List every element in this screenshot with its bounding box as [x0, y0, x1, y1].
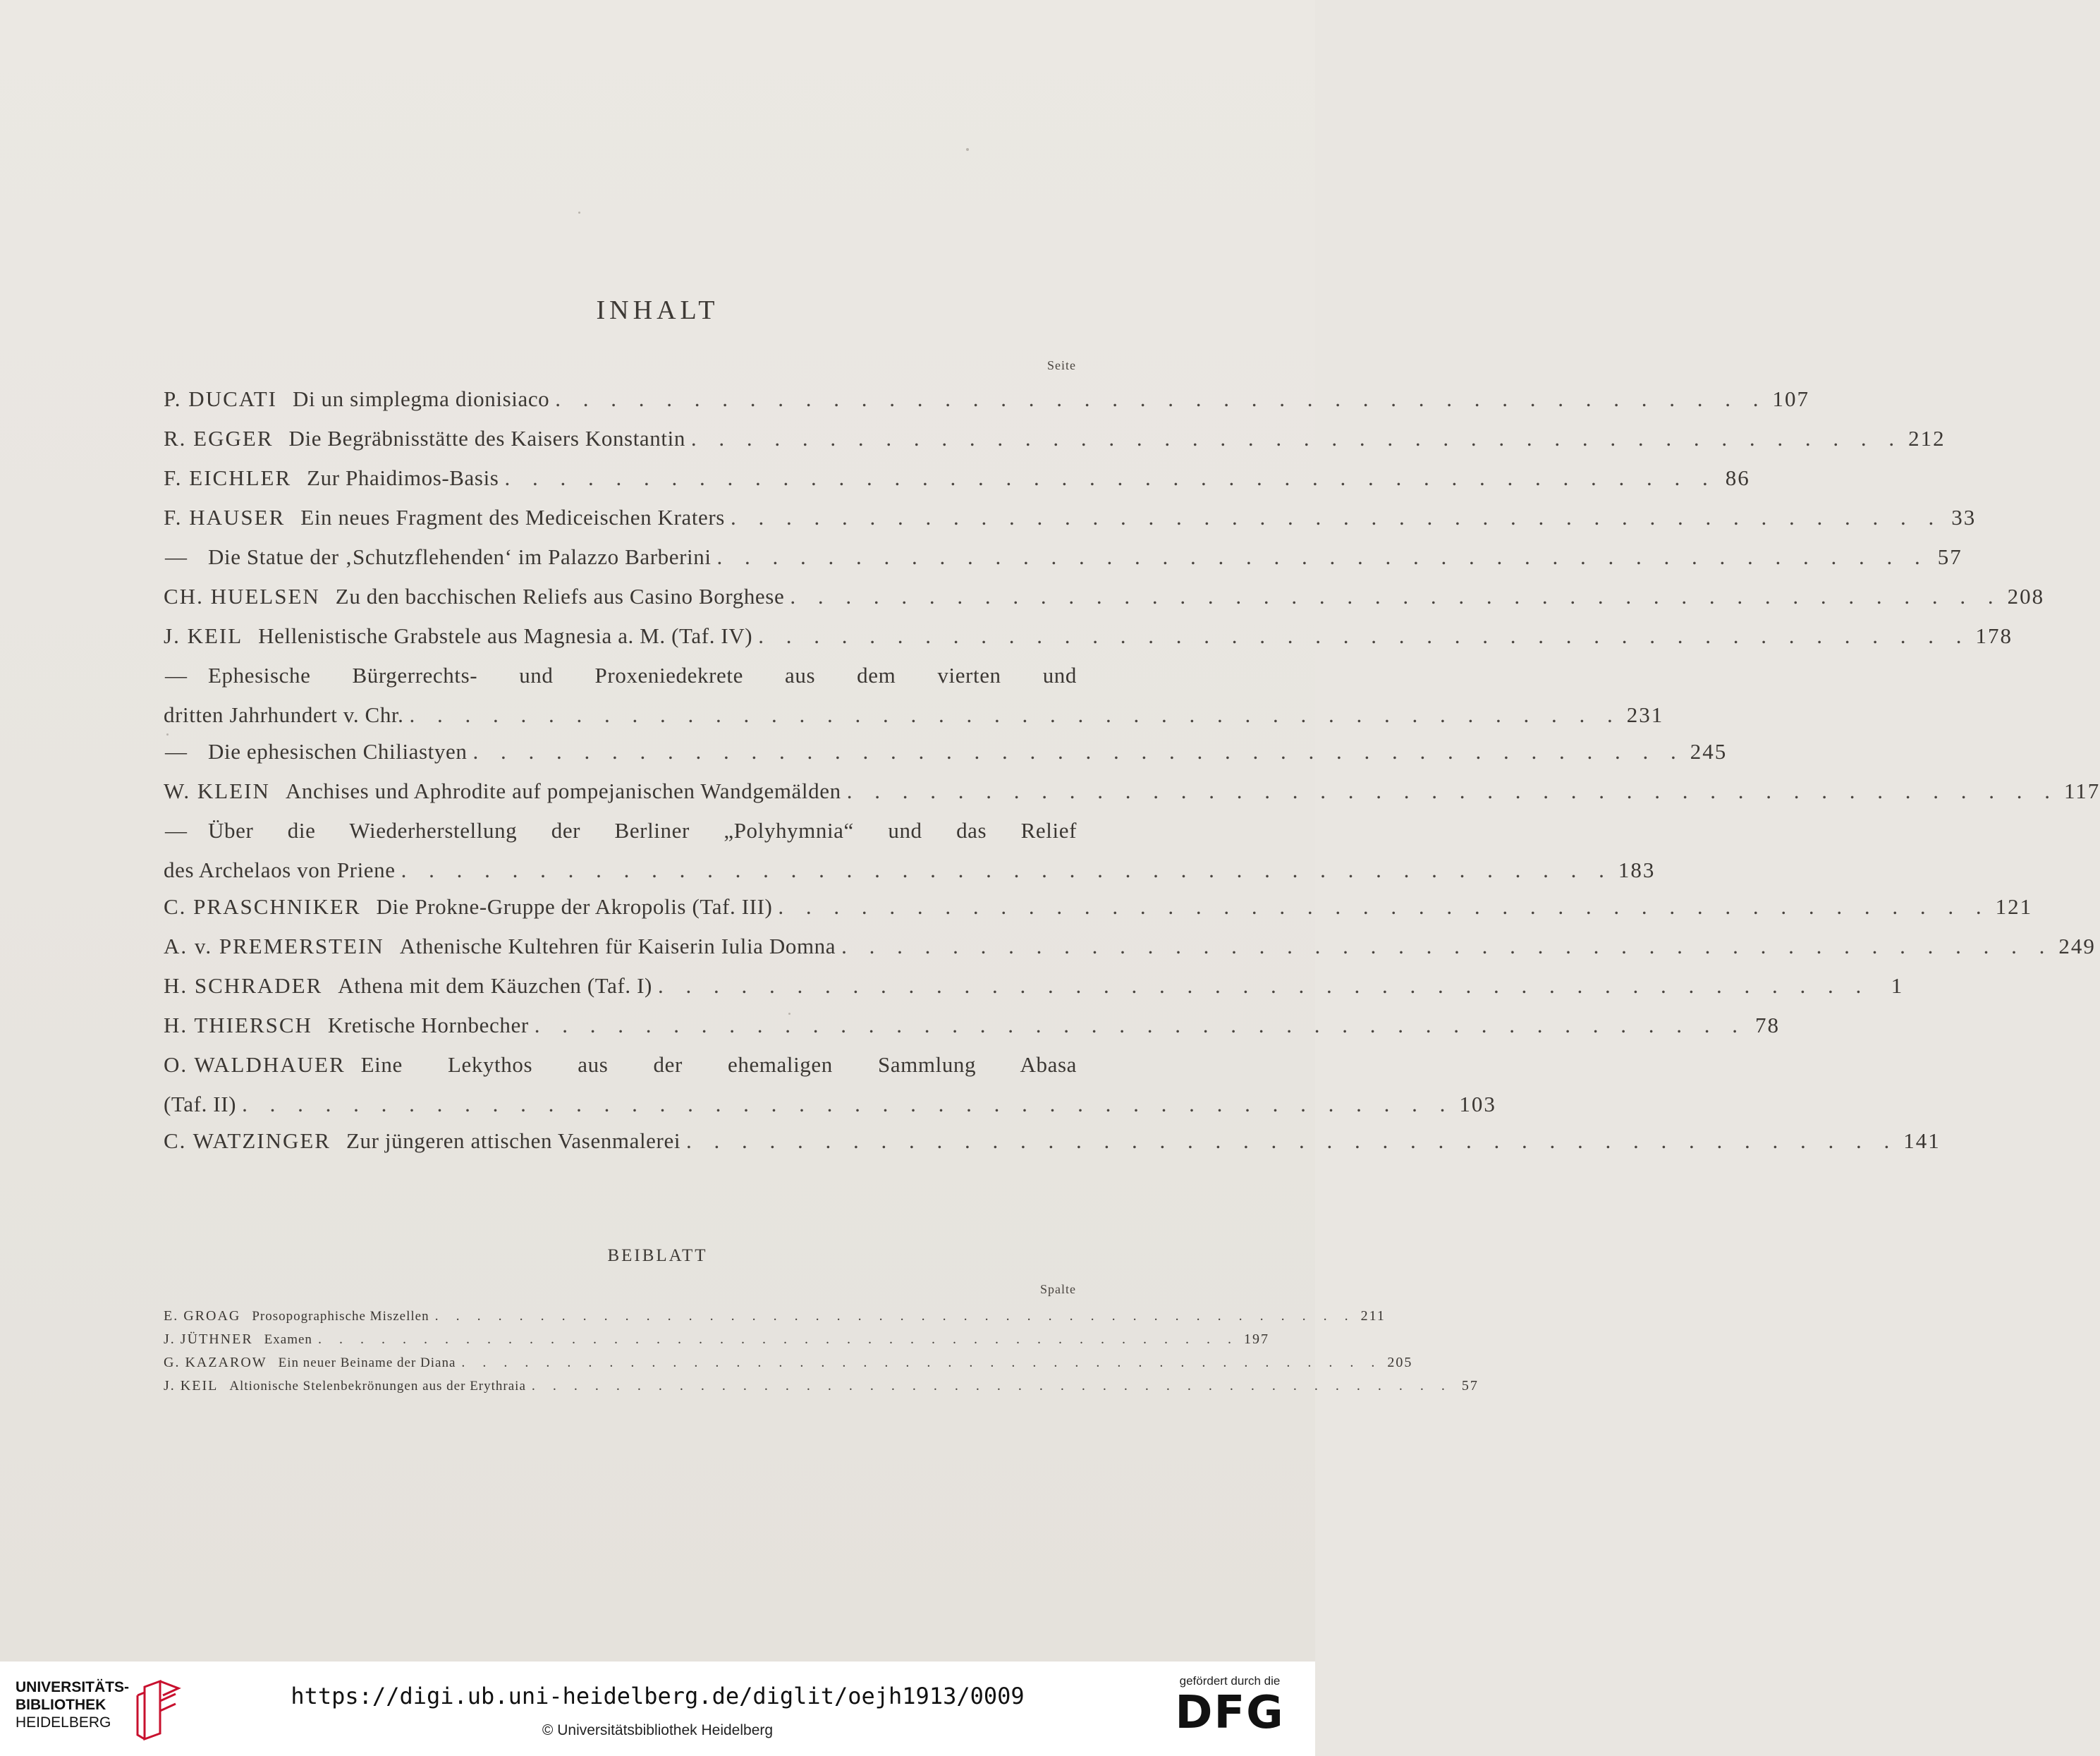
entry-author: R. EGGER: [164, 426, 274, 451]
entry-page-number: 178: [1975, 623, 2013, 648]
entry-page-number: 78: [1755, 1013, 1780, 1037]
ditto-dash: —: [165, 544, 187, 569]
entry-title: Ein neues Fragment des Mediceischen Kraters: [300, 505, 725, 530]
entry-column-number: 197: [1243, 1331, 1269, 1347]
contents-entry: [164, 934, 2096, 973]
supplement-entry: [164, 1331, 1269, 1355]
contents-entry: [164, 663, 1077, 702]
dot-leader: . . . . . . . . . . . . . . . . . . . . . . . . . . . . . . . . . . . . . . . . . . . .: [846, 779, 2058, 803]
entry-title: Zu den bacchischen Reliefs aus Casino Borghese: [335, 584, 785, 609]
entry-page-number: 208: [2007, 584, 2045, 609]
ditto-dash: —: [165, 739, 187, 764]
contents-entry: [164, 584, 2045, 623]
contents-list: [164, 386, 2100, 1168]
dot-leader: . . . . . . . . . . . . . . . . . . . . . . . . . . . . . . . . . . . . . . . . . . . .: [716, 544, 1929, 569]
entry-title: Kretische Hornbecher: [327, 1013, 529, 1037]
ditto-dash: —: [165, 818, 187, 843]
paper-speck: [578, 212, 580, 214]
contents-entry: [164, 505, 1977, 544]
contents-entry: [164, 894, 2033, 934]
contents-heading: INHALT: [596, 295, 719, 325]
funder-caption: gefördert durch die: [1179, 1674, 1281, 1688]
entry-title: Anchises und Aphrodite auf pompejanischen Wandgemälden: [285, 779, 841, 803]
entry-page-number: 249: [2058, 934, 2096, 958]
supplement-entry: [164, 1378, 1479, 1401]
contents-entry: [164, 426, 1946, 465]
contents-entry: [164, 818, 1077, 858]
dot-leader: . . . . . . . . . . . . . . . . . . . . . . . . . . . . . . . . . . . . . . . . . . . .: [534, 1013, 1746, 1037]
dot-leader: . . . . . . . . . . . . . . . . . . . . . . . . . . . . . . . . . . . . . . . . . . . .: [504, 465, 1716, 490]
dot-leader: . . . . . . . . . . . . . . . . . . . . . . . . . . . . . . . . . . . . . . . . . . . .: [730, 505, 1943, 530]
dot-leader: . . . . . . . . . . . . . . . . . . . . . . . . . . . . . . . . . . . . . . . . . . . .: [531, 1378, 1452, 1394]
entry-author: P. DUCATI: [164, 386, 277, 411]
entry-column-number: 211: [1360, 1308, 1386, 1324]
entry-title: Examen: [264, 1332, 312, 1347]
supplement-heading: BEIBLATT: [607, 1246, 708, 1265]
entry-page-number: 141: [1903, 1128, 1941, 1153]
entry-title-continuation: (Taf. II): [164, 1092, 237, 1116]
dfg-logo-icon: DFG: [1175, 1687, 1285, 1739]
contents-entry-continuation: [164, 1092, 1496, 1128]
entry-title-continuation: dritten Jahrhundert v. Chr.: [164, 702, 404, 727]
entry-author: G. KAZAROW: [164, 1355, 267, 1370]
dot-leader: . . . . . . . . . . . . . . . . . . . . . . . . . . . . . . . . . . . . . . . . . . . .: [317, 1331, 1238, 1347]
contents-entry: [164, 544, 1962, 584]
dot-leader: . . . . . . . . . . . . . . . . . . . . . . . . . . . . . . . . . . . . . . . . . . . .: [778, 894, 1990, 919]
dot-leader: . . . . . . . . . . . . . . . . . . . . . . . . . . . . . . . . . . . . . . . . . . . .: [758, 623, 1970, 648]
entry-author: J. JÜTHNER: [164, 1331, 253, 1347]
entry-title: Altionische Stelenbekrönungen aus der Erythraia: [229, 1379, 526, 1394]
entry-title: Athenische Kultehren für Kaiserin Iulia Domna: [399, 934, 836, 958]
contents-entry: [164, 739, 1728, 779]
ditto-dash: —: [165, 663, 187, 688]
entry-author: O. WALDHAUER: [164, 1052, 346, 1077]
contents-entry-continuation: [164, 702, 1664, 739]
entry-title: Zur jüngeren attischen Vasenmalerei: [346, 1128, 681, 1153]
supplement-entry: [164, 1355, 1413, 1378]
entry-column-number: 205: [1387, 1355, 1413, 1370]
entry-page-number: 212: [1908, 426, 1946, 451]
entry-title: Ephesische Bürgerrechts- und Proxeniedekrete aus dem vierten und: [208, 663, 1077, 688]
dot-leader: . . . . . . . . . . . . . . . . . . . . . . . . . . . . . . . . . . . . . . . . . . . .: [686, 1128, 1898, 1153]
entry-title: Di un simplegma dionisiaco: [292, 386, 550, 411]
entry-title: Über die Wiederherstellung der Berliner „Polyhymnia“ und das Relief: [208, 818, 1077, 843]
library-name-line2: BIBLIOTHEK: [16, 1697, 106, 1713]
entry-author: H. THIERSCH: [164, 1013, 312, 1037]
entry-author: C. PRASCHNIKER: [164, 894, 361, 919]
supplement-entry: [164, 1308, 1386, 1331]
entry-page-number: 86: [1725, 465, 1750, 490]
entry-page-number: 1: [1891, 973, 1904, 998]
entry-page-number: 231: [1626, 702, 1664, 727]
dot-leader: . . . . . . . . . . . . . . . . . . . . . . . . . . . . . . . . . . . . . . . . . . . .: [242, 1092, 1454, 1116]
entry-title: Zur Phaidimos-Basis: [307, 465, 499, 490]
entry-column-number: 57: [1461, 1378, 1479, 1394]
dot-leader: . . . . . . . . . . . . . . . . . . . . . . . . . . . . . . . . . . . . . . . . . . . .: [401, 858, 1613, 882]
entry-author: F. HAUSER: [164, 505, 286, 530]
page-column-label: Seite: [1047, 358, 1076, 372]
supplement-list: [164, 1308, 1479, 1401]
entry-page-number: 57: [1937, 544, 1962, 569]
contents-entry: [164, 465, 1750, 505]
entry-title: Hellenistische Grabstele aus Magnesia a. M. (Taf. IV): [258, 623, 753, 648]
entry-page-number: 107: [1772, 386, 1810, 411]
funder-logo[interactable]: [1170, 1674, 1290, 1745]
dot-leader: . . . . . . . . . . . . . . . . . . . . . . . . . . . . . . . . . . . . . . . . . . . .: [472, 739, 1685, 764]
column-label: Spalte: [1040, 1282, 1076, 1296]
dot-leader: . . . . . . . . . . . . . . . . . . . . . . . . . . . . . . . . . . . . . . . . . . . .: [461, 1355, 1382, 1370]
entry-author: CH. HUELSEN: [164, 584, 320, 609]
contents-entry: [164, 1013, 1780, 1052]
dot-leader: . . . . . . . . . . . . . . . . . . . . . . . . . . . . . . . . . . . . . . . . . . . .: [409, 702, 1621, 727]
dot-leader: . . . . . . . . . . . . . . . . . . . . . . . . . . . . . . . . . . . . . . . . . . . .: [790, 584, 2002, 609]
library-name-line1: UNIVERSITÄTS-: [16, 1679, 130, 1695]
entry-title: Ein neuer Beiname der Diana: [278, 1355, 456, 1370]
contents-entry: [164, 1052, 1077, 1092]
entry-page-number: 33: [1951, 505, 1977, 530]
entry-title-continuation: des Archelaos von Priene: [164, 858, 396, 882]
entry-title: Die Begräbnisstätte des Kaisers Konstantin: [288, 426, 685, 451]
footer-bar: [0, 1662, 1315, 1756]
contents-entry: [164, 623, 2013, 663]
contents-entry: [164, 386, 1810, 426]
entry-page-number: 183: [1618, 858, 1656, 882]
entry-title: Eine Lekythos aus der ehemaligen Sammlung Abasa: [360, 1052, 1077, 1077]
permalink-url[interactable]: https://digi.ub.uni-heidelberg.de/diglit/oejh1913/0009: [291, 1683, 1025, 1709]
copyright-notice: © Universitätsbibliothek Heidelberg: [542, 1722, 774, 1738]
entry-author: W. KLEIN: [164, 779, 270, 803]
entry-page-number: 245: [1690, 739, 1728, 764]
dot-leader: . . . . . . . . . . . . . . . . . . . . . . . . . . . . . . . . . . . . . . . . . . . .: [841, 934, 2053, 958]
contents-entry: [164, 779, 2100, 818]
entry-author: J. KEIL: [164, 623, 243, 648]
entry-author: H. SCHRADER: [164, 973, 323, 998]
entry-author: C. WATZINGER: [164, 1128, 331, 1153]
entry-author: E. GROAG: [164, 1308, 241, 1324]
entry-page-number: 103: [1459, 1092, 1496, 1116]
dot-leader: . . . . . . . . . . . . . . . . . . . . . . . . . . . . . . . . . . . . . . . . . . . .: [434, 1308, 1355, 1324]
entry-title: Die Prokne-Gruppe der Akropolis (Taf. III): [376, 894, 773, 919]
entry-author: F. EICHLER: [164, 465, 292, 490]
entry-page-number: 121: [1995, 894, 2033, 919]
library-name-line3: HEIDELBERG: [16, 1714, 111, 1731]
dot-leader: . . . . . . . . . . . . . . . . . . . . . . . . . . . . . . . . . . . . . . . . . . . .: [690, 426, 1903, 451]
entry-author: J. KEIL: [164, 1378, 219, 1394]
entry-title: Die ephesischen Chiliastyen: [208, 739, 468, 764]
entry-title: Prosopographische Miszellen: [252, 1309, 429, 1324]
entry-title: Die Statue der ‚Schutzflehenden‘ im Palazzo Barberini: [208, 544, 712, 569]
dot-leader: . . . . . . . . . . . . . . . . . . . . . . . . . . . . . . . . . . . . . . . . . . . .: [657, 973, 1870, 998]
contents-entry: [164, 1128, 1941, 1168]
entry-author: A. v. PREMERSTEIN: [164, 934, 384, 958]
entry-title: Athena mit dem Käuzchen (Taf. I): [338, 973, 652, 998]
contents-entry: [164, 973, 1904, 1013]
paper-speck: [966, 148, 969, 151]
entry-page-number: 117: [2063, 779, 2100, 803]
contents-entry-continuation: [164, 858, 1656, 894]
dot-leader: . . . . . . . . . . . . . . . . . . . . . . . . . . . . . . . . . . . . . . . . . . . .: [555, 386, 1767, 411]
